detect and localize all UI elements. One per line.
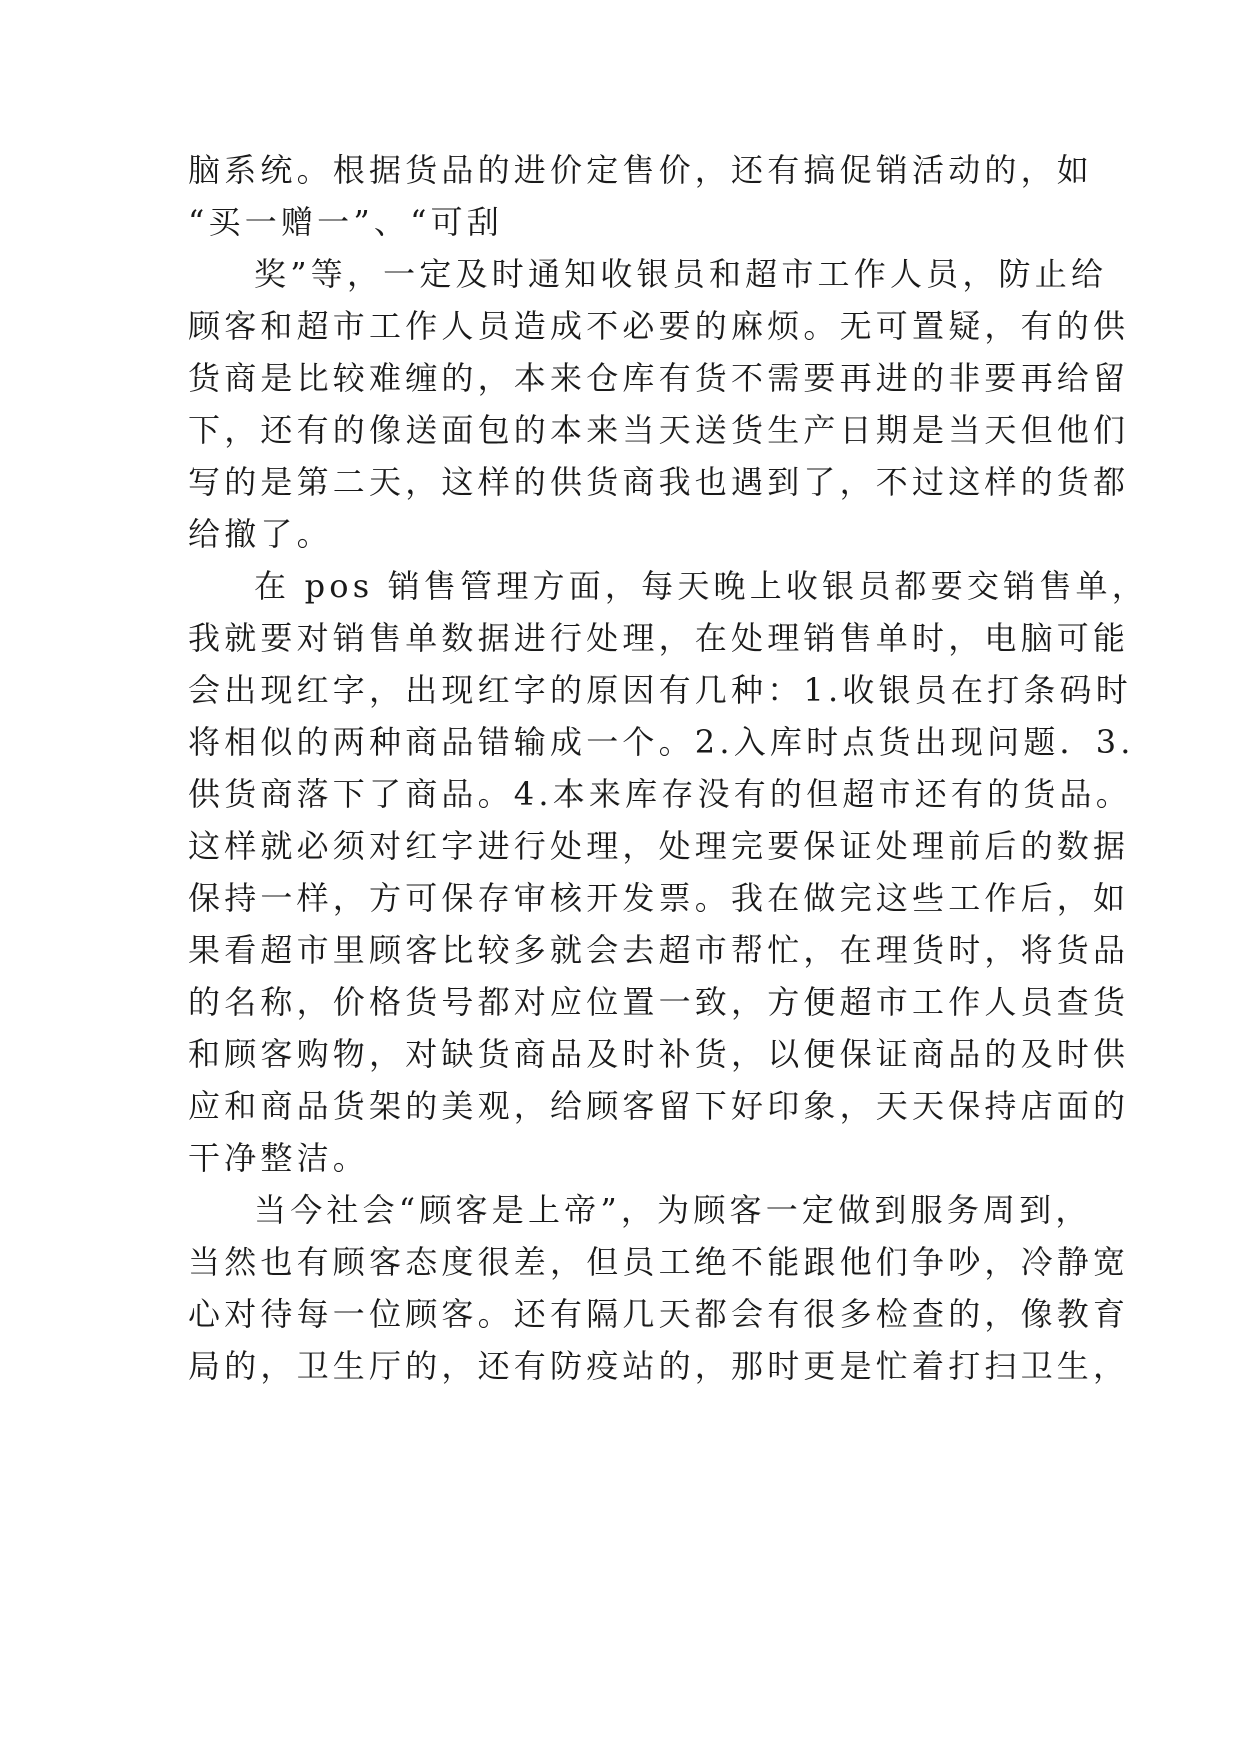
text-line: 保持一样，方可保存审核开发票。我在做完这些工作后，如 [188, 879, 1130, 917]
text-line: 果看超市里顾客比较多就会去超市帮忙，在理货时，将货品 [188, 931, 1130, 969]
text-line: 脑系统。根据货品的进价定售价，还有搞促销活动的，如 [188, 151, 1094, 189]
text-line: 心对待每一位顾客。还有隔几天都会有很多检查的，像教育 [188, 1295, 1130, 1333]
text-line: 当然也有顾客态度很差，但员工绝不能跟他们争吵，冷静宽 [188, 1243, 1130, 1281]
text-line: 给撤了。 [188, 515, 333, 553]
text-line: 顾客和超市工作人员造成不必要的麻烦。无可置疑，有的供 [188, 307, 1130, 345]
text-line: 奖”等，一定及时通知收银员和超市工作人员，防止给 [254, 255, 1108, 293]
text-line: 会出现红字，出现红字的原因有几种：1.收银员在打条码时 [188, 671, 1132, 709]
text-line: 在 pos 销售管理方面，每天晚上收银员都要交销售单， [254, 567, 1148, 605]
text-line: 干净整洁。 [188, 1139, 370, 1177]
text-line: 我就要对销售单数据进行处理，在处理销售单时，电脑可能 [188, 619, 1130, 657]
text-line: 的名称，价格货号都对应位置一致，方便超市工作人员查货 [188, 983, 1130, 1021]
text-line: 写的是第二天，这样的供货商我也遇到了，不过这样的货都 [188, 463, 1130, 501]
text-line: 货商是比较难缠的，本来仓库有货不需要再进的非要再给留 [188, 359, 1130, 397]
text-line: 这样就必须对红字进行处理，处理完要保证处理前后的数据 [188, 827, 1130, 865]
text-line: 局的，卫生厅的，还有防疫站的，那时更是忙着打扫卫生， [188, 1347, 1130, 1385]
text-line: 将相似的两种商品错输成一个。2.入库时点货出现问题．3. [188, 723, 1135, 761]
text-line: 应和商品货架的美观，给顾客留下好印象，天天保持店面的 [188, 1087, 1130, 1125]
text-line: “买一赠一”、“可刮 [188, 203, 504, 241]
text-line: 和顾客购物，对缺货商品及时补货，以便保证商品的及时供 [188, 1035, 1130, 1073]
text-line: 当今社会“顾客是上帝”，为顾客一定做到服务周到， [254, 1191, 1092, 1229]
text-line: 下，还有的像送面包的本来当天送货生产日期是当天但他们 [188, 411, 1130, 449]
text-line: 供货商落下了商品。4.本来库存没有的但超市还有的货品。 [188, 775, 1132, 813]
